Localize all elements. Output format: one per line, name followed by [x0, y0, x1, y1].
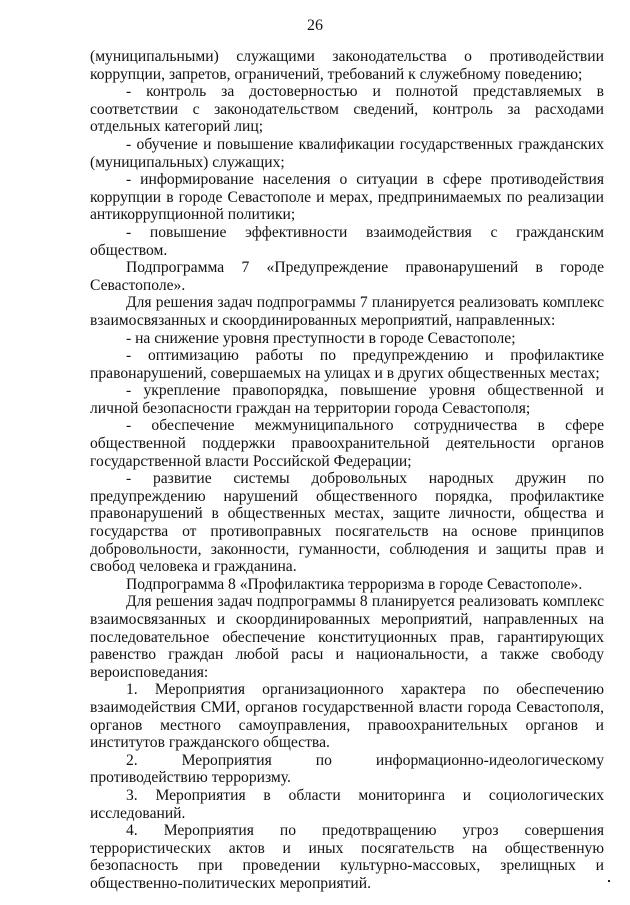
paragraph: Для решения задач подпрограммы 7 планируется реализовать комплекс взаимосвязанных и скоординированных мероприятий, направленных: [90, 294, 604, 329]
paragraph: - информирование населения о ситуации в сфере противодействия коррупции в городе Севастополе и мерах, предпринимаемых по реализации антикоррупционной политики; [90, 171, 604, 224]
paragraph: 1. Мероприятия организационного характера по обеспечению взаимодействия СМИ, органов государственной власти города Севастополя, органов местного самоуправления, правоохранительных органов и институтов гражданского общества. [90, 681, 604, 752]
paragraph: - укрепление правопорядка, повышение уровня общественной и личной безопасности граждан на территории города Севастополя; [90, 382, 604, 417]
paragraph: - на снижение уровня преступности в городе Севастополе; [126, 329, 516, 347]
subprogram-8-heading: Подпрограмма 8 «Профилактика терроризма в городе Севастополе». [126, 575, 583, 593]
paragraph: - оптимизацию работы по предупреждению и профилактике правонарушений, совершаемых на улицах и в других общественных местах; [90, 347, 604, 382]
paragraph: - контроль за достоверностью и полнотой представляемых в соответствии с законодательством сведений, контроль за расходами отдельных категорий лиц; [90, 83, 604, 136]
paragraph: 3. Мероприятия в области мониторинга и социологических исследований. [90, 786, 604, 822]
paragraph: 4. Мероприятия по предотвращению угроз совершения террористических актов и иных посягательств на общественную безопасность при проведении культурно-массовых, зрелищных и общественно-политических мероприятий. [90, 822, 604, 892]
paragraph: - обеспечение межмуниципального сотрудничества в сфере общественной поддержки правоохранительной деятельности органов государственной власти Российской Федерации; [90, 417, 604, 470]
page-number: 26 [307, 17, 323, 34]
paragraph: - обучение и повышение квалификации государственных гражданских (муниципальных) служащих; [90, 135, 604, 171]
paragraph: - повышение эффективности взаимодействия с гражданским обществом. [90, 223, 604, 259]
scan-speck [608, 880, 610, 882]
subprogram-7-heading: Подпрограмма 7 «Предупреждение правонарушений в городе Севастополе». [90, 259, 604, 294]
paragraph: Для решения задач подпрограммы 8 планируется реализовать комплекс взаимосвязанных и скоординированных мероприятий, направленных на последовательное обеспечение конституционных прав, гарантирующих равенство граждан любой расы и национальности, а также свободу вероисповедания: [90, 593, 604, 681]
paragraph: (муниципальными) служащими законодательства о противодействии коррупции, запретов, ограничений, требований к служебному поведению; [90, 48, 604, 83]
document-body [90, 48, 604, 893]
paragraph: - развитие системы добровольных народных дружин по предупреждению нарушений общественного порядка, профилактике правонарушений в общественных местах, защите личности, общества и государства от противоправных посягательств на основе принципов добровольности, законности, гуманности, соблюдения и защиты прав и свобод человека и гражданина. [90, 470, 604, 576]
paragraph: 2. Мероприятия по информационно-идеологическому противодействию терроризму. [90, 751, 604, 787]
